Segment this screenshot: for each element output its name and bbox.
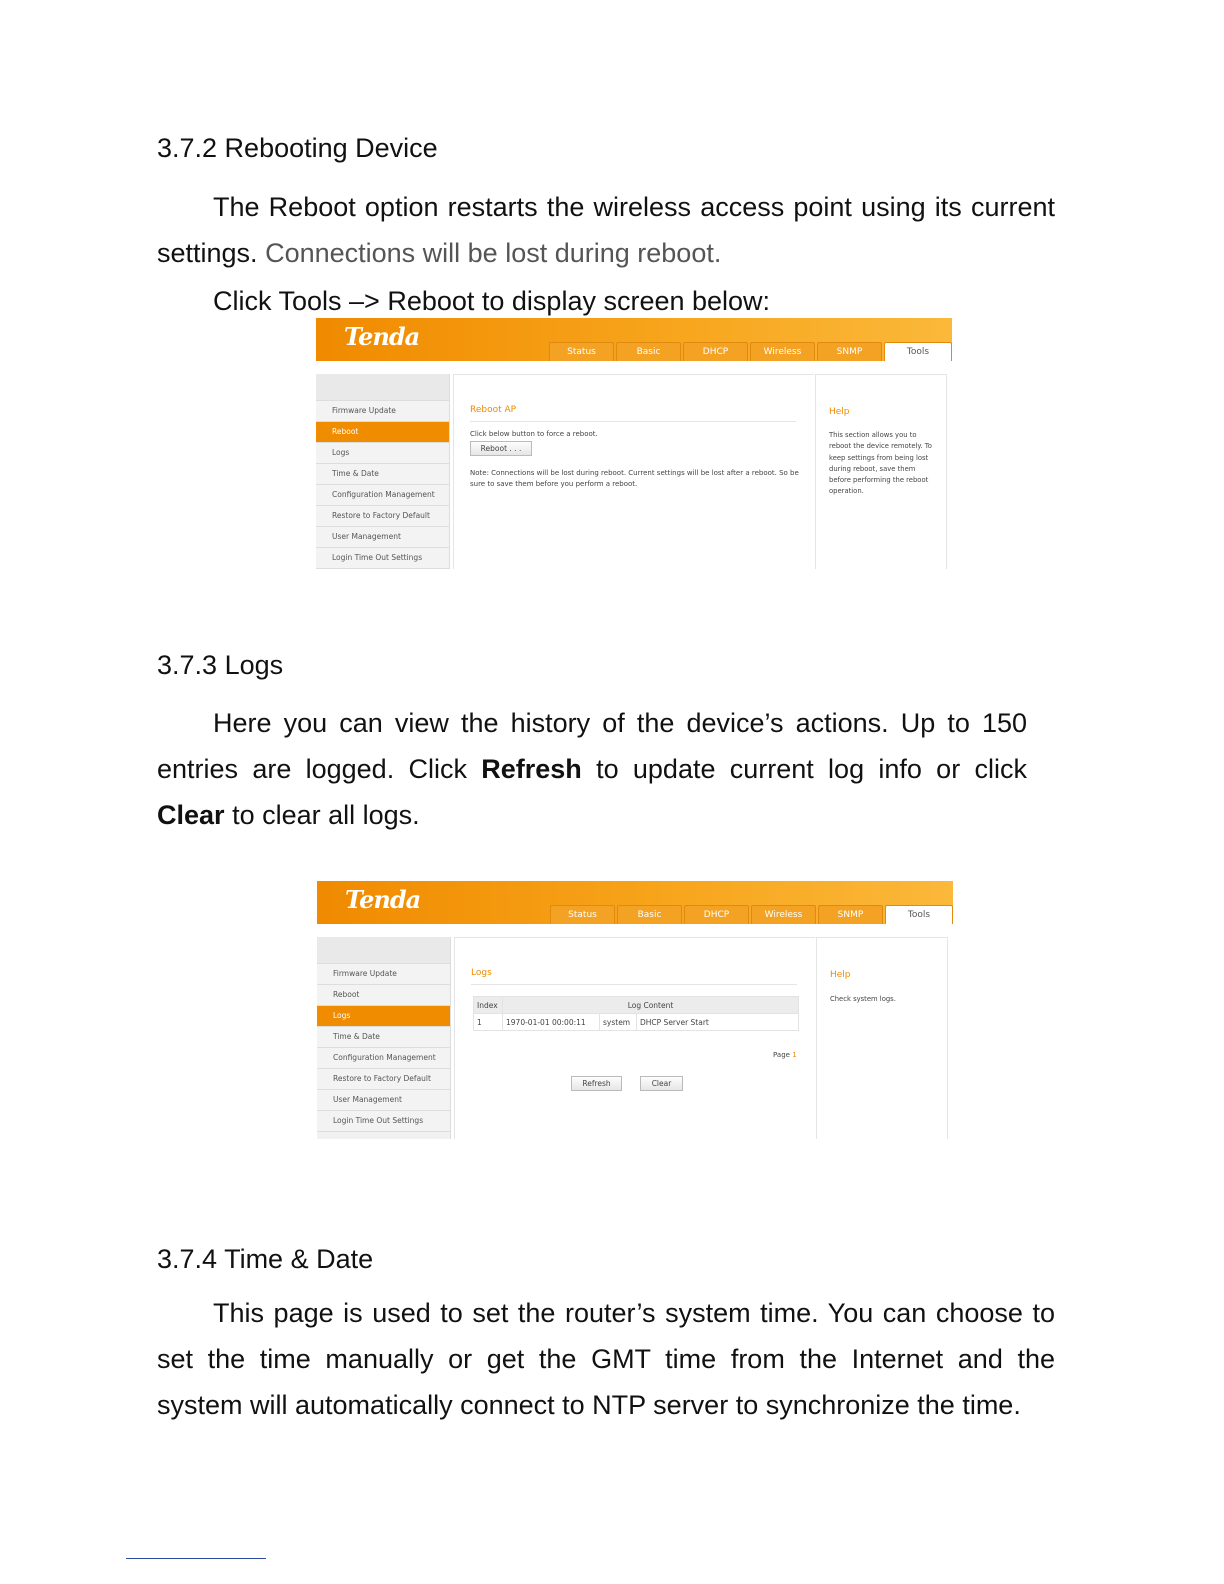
section-heading-time xyxy=(157,1244,373,1275)
content-title: Reboot AP xyxy=(470,405,517,415)
reboot-screenshot xyxy=(316,318,952,569)
sidebar-item-logs[interactable]: Logs xyxy=(316,443,449,464)
sidebar-item-firmware-update[interactable]: Firmware Update xyxy=(316,401,449,422)
time-heading-text: Time & Date xyxy=(224,1244,374,1274)
sidebar-item-restore[interactable]: Restore to Factory Default xyxy=(316,506,449,527)
sidebar-item-time-date[interactable]: Time & Date xyxy=(317,1027,450,1048)
nav-tabs xyxy=(547,342,952,361)
content-title: Logs xyxy=(471,968,492,978)
sidebar-item-logs[interactable]: Logs xyxy=(317,1006,450,1027)
help-title: Help xyxy=(829,407,850,417)
tab-tools[interactable]: Tools xyxy=(885,905,953,924)
sidebar-menu xyxy=(317,937,451,1139)
col-content-header: Log Content xyxy=(503,997,799,1014)
header-banner xyxy=(316,318,952,361)
logs-heading-text: Logs xyxy=(224,650,284,680)
logs-screenshot xyxy=(317,881,953,1139)
logs-heading-number: 3.7.3 xyxy=(157,650,218,680)
section-heading-reboot: 3.7.2 Rebooting Device xyxy=(157,133,438,163)
help-panel xyxy=(816,937,948,1139)
refresh-button[interactable]: Refresh xyxy=(571,1076,622,1091)
section-heading-logs xyxy=(157,650,283,681)
tab-wireless[interactable]: Wireless xyxy=(751,905,816,924)
reboot-paragraph xyxy=(157,184,1055,276)
sidebar-item-login-timeout[interactable]: Login Time Out Settings xyxy=(316,548,449,569)
main-content xyxy=(454,937,815,1139)
main-content xyxy=(453,374,814,569)
header-banner xyxy=(317,881,953,924)
help-panel xyxy=(815,374,947,569)
tab-status[interactable]: Status xyxy=(550,905,615,924)
reboot-instruction: Click Tools –> Reboot to display screen below: xyxy=(213,286,771,316)
sidebar-item-restore[interactable]: Restore to Factory Default xyxy=(317,1069,450,1090)
sidebar-item-time-date[interactable]: Time & Date xyxy=(316,464,449,485)
sidebar-item-user-management[interactable]: User Management xyxy=(317,1090,450,1111)
pagination: Page 1 xyxy=(773,1051,797,1059)
col-index-header: Index xyxy=(474,997,503,1014)
reboot-instruction-ui: Click below button to force a reboot. xyxy=(470,430,598,438)
tab-snmp[interactable]: SNMP xyxy=(818,905,883,924)
footnote-rule xyxy=(126,1558,266,1559)
tab-wireless[interactable]: Wireless xyxy=(750,342,815,361)
reboot-paragraph-text: The Reboot option restarts the wireless access point using its current settings. xyxy=(157,192,1055,268)
tab-tools[interactable]: Tools xyxy=(884,342,952,361)
tenda-logo: Tenda xyxy=(344,322,420,351)
help-text: Check system logs. xyxy=(830,995,896,1003)
tab-dhcp[interactable]: DHCP xyxy=(684,905,749,924)
reboot-warning-text: Connections will be lost during reboot. xyxy=(265,238,722,268)
sidebar-item-reboot[interactable]: Reboot xyxy=(316,422,449,443)
time-heading-number: 3.7.4 xyxy=(157,1244,218,1274)
logs-paragraph: Here you can view the history of the device’s actions. Up to 150 entries are logged. Click Refresh to update current log info or click Clear to clear all logs. xyxy=(157,708,1027,830)
sidebar-item-configuration[interactable]: Configuration Management xyxy=(317,1048,450,1069)
tab-basic[interactable]: Basic xyxy=(617,905,682,924)
help-title: Help xyxy=(830,970,851,980)
tenda-logo: Tenda xyxy=(345,885,421,914)
tab-snmp[interactable]: SNMP xyxy=(817,342,882,361)
sidebar-item-user-management[interactable]: User Management xyxy=(316,527,449,548)
reboot-note: Note: Connections will be lost during reboot. Current settings will be lost after a reboot. So be sure to save them before you perform a reboot. xyxy=(470,469,799,488)
page-number[interactable]: 1 xyxy=(792,1051,797,1059)
reboot-button[interactable]: Reboot . . . xyxy=(470,441,532,456)
sidebar-item-login-timeout[interactable]: Login Time Out Settings xyxy=(317,1111,450,1132)
time-paragraph: This page is used to set the router’s system time. You can choose to set the time manually or get the GMT time from the Internet and the system will automatically connect to NTP server to synchronize the time. xyxy=(157,1298,1055,1420)
refresh-term: Refresh xyxy=(481,754,582,784)
tab-status[interactable]: Status xyxy=(549,342,614,361)
clear-button[interactable]: Clear xyxy=(640,1076,683,1091)
table-row: 1 1970-01-01 00:00:11 system DHCP Server Start xyxy=(474,1014,799,1031)
tab-dhcp[interactable]: DHCP xyxy=(683,342,748,361)
help-text: This section allows you to reboot the device remotely. To keep settings from being lost during reboot, save them before performing the reboot operation. xyxy=(829,431,932,496)
sidebar-item-reboot[interactable]: Reboot xyxy=(317,985,450,1006)
tab-basic[interactable]: Basic xyxy=(616,342,681,361)
nav-tabs xyxy=(548,905,953,924)
sidebar-item-configuration[interactable]: Configuration Management xyxy=(316,485,449,506)
sidebar-item-firmware-update[interactable]: Firmware Update xyxy=(317,964,450,985)
clear-term: Clear xyxy=(157,800,225,830)
logs-table xyxy=(473,996,799,1031)
sidebar-menu xyxy=(316,374,450,569)
